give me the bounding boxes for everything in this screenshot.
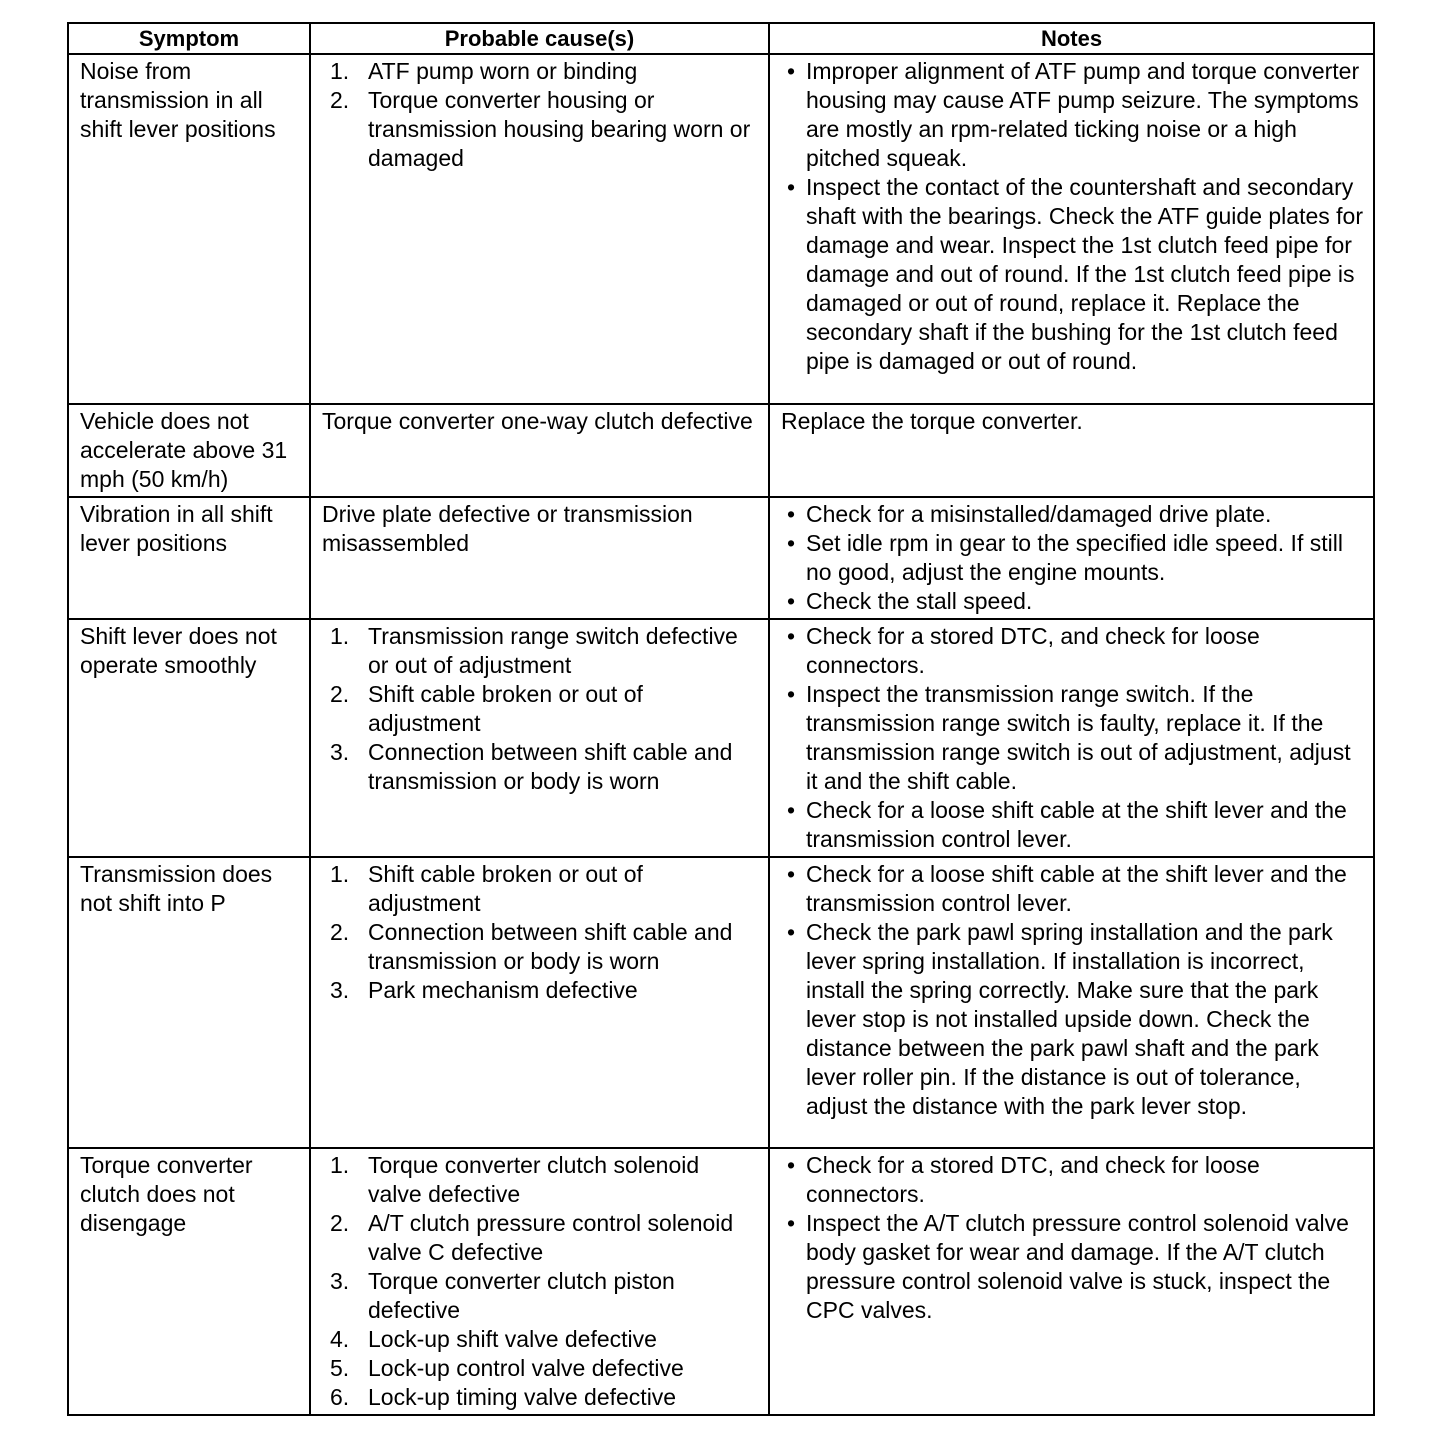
cause-text: Torque converter housing or transmission housing bearing worn or damaged [368,87,751,171]
cause-text: Shift cable broken or out of adjustment [368,861,643,916]
note-item: • Check for a loose shift cable at the shift lever and the transmission control lever. [781,796,1363,854]
table-row [68,619,1374,857]
list-item [322,622,758,680]
list-item [322,1354,758,1383]
notes-cell [769,54,1374,404]
cause-text: Lock-up control valve defective [368,1355,684,1381]
note-item: • Inspect the A/T clutch pressure control solenoid valve body gasket for wear and damage. If the A/T clutch pressure control solenoid valve is stuck, inspect the CPC valves. [781,1209,1363,1325]
item-number: 3. [330,977,350,1003]
list-item [322,738,758,796]
list-item [322,1383,758,1412]
list-item [322,976,758,1005]
causes-cell [310,857,769,1148]
note-text: Replace the torque converter. [781,408,1083,434]
note-item: • Improper alignment of ATF pump and torque converter housing may cause ATF pump seizure. The symptoms are mostly an rpm-related ticking noise or a high pitched squeak. [781,57,1363,173]
note-item: • Inspect the transmission range switch. If the transmission range switch is faulty, replace it. If the transmission range switch is out of adjustment, adjust it and the shift cable. [781,680,1363,796]
note-item: • Check the stall speed. [781,587,1363,616]
causes-cell [310,1148,769,1415]
item-number: 1. [330,861,350,887]
notes-cell [769,404,1374,497]
cause-text: Torque converter clutch solenoid valve defective [368,1152,700,1207]
causes-list [322,1151,758,1412]
list-item [322,680,758,738]
item-number: 2. [330,681,350,707]
cause-text: Torque converter one-way clutch defective [322,408,753,434]
item-number: 1. [330,1152,350,1178]
cause-text: Lock-up timing valve defective [368,1384,677,1410]
notes-cell [769,857,1374,1148]
list-item [322,1267,758,1325]
note-item: • Check for a stored DTC, and check for loose connectors. [781,622,1363,680]
list-item [322,86,758,173]
note-item: • Set idle rpm in gear to the specified idle speed. If still no good, adjust the engine mounts. [781,529,1363,587]
list-item [322,860,758,918]
header-notes: Notes [769,23,1374,54]
causes-cell [310,497,769,619]
notes-cell [769,619,1374,857]
symptom-cell: Torque converter clutch does not disengage [68,1148,310,1415]
note-item: • Inspect the contact of the countershaft and secondary shaft with the bearings. Check the ATF guide plates for damage and wear. Inspect the 1st clutch feed pipe for damage and out of round. If the 1st clutch feed pipe is damaged or out of round, replace it. Replace the secondary shaft if the bushing for the 1st clutch feed pipe is damaged or out of round. [781,173,1363,376]
note-item: • Check for a stored DTC, and check for loose connectors. [781,1151,1363,1209]
list-item [322,57,758,86]
cause-text: Connection between shift cable and transmission or body is worn [368,919,733,974]
header-symptom: Symptom [68,23,310,54]
causes-list [322,622,758,796]
table-row [68,54,1374,404]
symptom-cell: Vehicle does not accelerate above 31 mph (50 km/h) [68,404,310,497]
cause-text: Torque converter clutch piston defective [368,1268,675,1323]
causes-cell [310,54,769,404]
table-row [68,497,1374,619]
notes-list [781,1151,1363,1325]
list-item [322,1209,758,1267]
header-row [68,23,1374,54]
list-item [322,918,758,976]
causes-list [322,57,758,173]
notes-list [781,500,1363,616]
notes-cell [769,1148,1374,1415]
causes-list [322,860,758,1005]
item-number: 3. [330,739,350,765]
troubleshooting-sheet [67,22,1373,1416]
note-item: • Check the park pawl spring installation and the park lever spring installation. If installation is incorrect, install the spring correctly. Make sure that the park lever stop is not installed upside down. Check the distance between the park pawl shaft and the park lever roller pin. If the distance is out of tolerance, adjust the distance with the park lever stop. [781,918,1363,1121]
symptom-cell: Noise from transmission in all shift lever positions [68,54,310,404]
troubleshooting-table [67,22,1375,1416]
notes-list [781,57,1363,376]
note-item: • Check for a loose shift cable at the shift lever and the transmission control lever. [781,860,1363,918]
item-number: 4. [330,1326,350,1352]
item-number: 6. [330,1384,350,1410]
causes-cell [310,619,769,857]
item-number: 2. [330,87,350,113]
cause-text: Lock-up shift valve defective [368,1326,657,1352]
notes-cell [769,497,1374,619]
table-row [68,404,1374,497]
item-number: 1. [330,623,350,649]
cause-text: Park mechanism defective [368,977,638,1003]
item-number: 5. [330,1355,350,1381]
cause-text: A/T clutch pressure control solenoid valve C defective [368,1210,734,1265]
list-item [322,1325,758,1354]
table-row [68,857,1374,1148]
cause-text: Connection between shift cable and transmission or body is worn [368,739,733,794]
note-item: • Check for a misinstalled/damaged drive plate. [781,500,1363,529]
symptom-cell: Shift lever does not operate smoothly [68,619,310,857]
cause-text: Shift cable broken or out of adjustment [368,681,643,736]
notes-list [781,860,1363,1121]
cause-text: ATF pump worn or binding [368,58,638,84]
cause-text: Drive plate defective or transmission misassembled [322,501,693,556]
item-number: 2. [330,1210,350,1236]
symptom-cell: Vibration in all shift lever positions [68,497,310,619]
item-number: 2. [330,919,350,945]
header-probable-causes: Probable cause(s) [310,23,769,54]
symptom-cell: Transmission does not shift into P [68,857,310,1148]
causes-cell [310,404,769,497]
cause-text: Transmission range switch defective or out of adjustment [368,623,738,678]
item-number: 3. [330,1268,350,1294]
table-row [68,1148,1374,1415]
notes-list [781,622,1363,854]
item-number: 1. [330,58,350,84]
list-item [322,1151,758,1209]
